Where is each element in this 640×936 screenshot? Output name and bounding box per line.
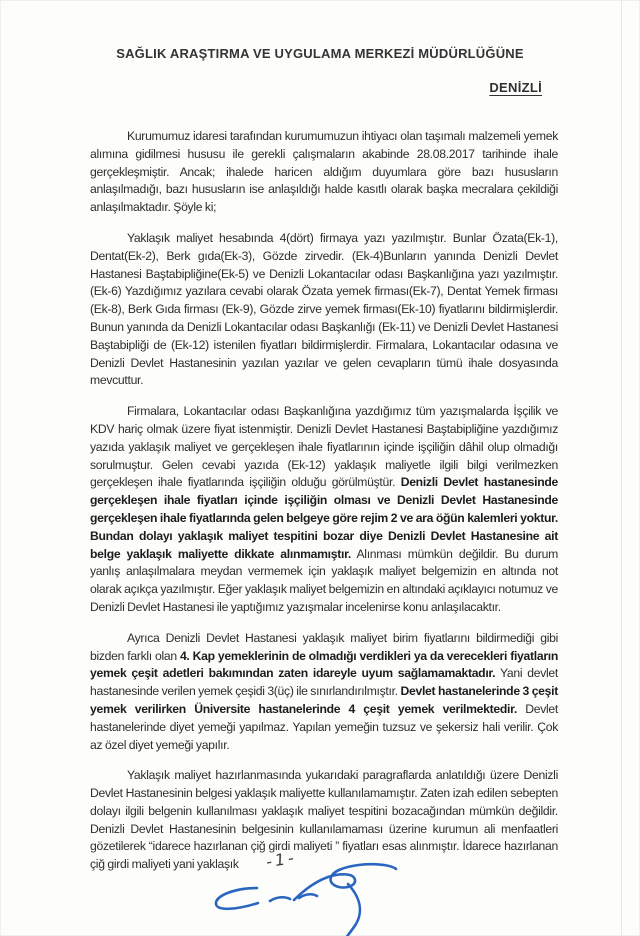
- text-segment: Alınması mümkün değildir. Bu durum yanlış anlaşılmalara meydan vermemek için yaklaşık maliyet belgemizin en altında not olarak açıkça yazılmıştır. Eğer yaklaşık maliyet belgemizin en altındaki açıklayıcı notumuz ve Denizli Devlet Hastanesi ile yaptığımız yazışmalar incelenirse konu anlaşılacaktır.: [90, 546, 558, 614]
- paragraph: [90, 403, 558, 617]
- document-body: [90, 128, 558, 887]
- paragraph: [90, 630, 558, 755]
- bold-text-segment: 4. Kap yemeklerinin de olmadığı verdikleri ya da verecekleri fiyatların yemek çeşit adetleri bakımından zaten idareyle uyum sağlamamaktadır.: [90, 648, 559, 681]
- signature-scribble: [182, 848, 412, 936]
- scan-artifact-line: [621, 0, 622, 936]
- text-segment: Yani devlet hastanesinde verilen yemek çeşidi 3(üç) ile sınırlandırılmıştır.: [90, 666, 558, 699]
- text-segment: Firmalara, Lokantacılar odası Başkanlığına yazdığımız tüm yazışmalarda İşçilik ve KDV hariç olmak üzere fiyat istenmiştir. Denizli Devlet Hastanesi Baştabipliğine yazdığımız yazıda yaklaşık maliyet ve gerçekleşen ihale fiyatlarının içinde işçiliğin dâhil olup olmadığı sorulmuştur. Gelen cevabi yazıda (Ek-12) yaklaşık maliyetle ilgili bilgi verilmezken gerçekleşen ihale fiyatlarında işçiliğin olduğu görülmüştür.: [90, 404, 558, 490]
- document-title: SAĞLIK ARAŞTIRMA VE UYGULAMA MERKEZİ MÜDÜRLÜĞÜNE: [116, 46, 524, 61]
- bold-text-segment: Devlet hastanelerinde 3 çeşit yemek verilirken Üniversite hastanelerinde 4 çeşit yemek verilmektedir.: [90, 684, 558, 716]
- paragraph: [90, 128, 558, 217]
- paragraph: [90, 230, 558, 390]
- text-segment: Kurumumuz idaresi tarafından kurumumuzun ihtiyacı olan taşımalı malzemeli yemek alımına gidilmesi hususu ile gerekli çalışmaların akabinde 28.08.2017 tarihinde ihale gerçekleşmiştir. Ancak; ihalede haricen aldığım duyumlara göre bazı hususların anlaşılmadığı, bazı hususların ise anlaşıldığı halde kasıtlı olarak başka mecralara çekildiği anlaşılmaktadır. Şöyle ki;: [90, 129, 558, 215]
- bold-text-segment: Denizli Devlet hastanesinde gerçekleşen ihale fiyatları içinde işçiliğin olması ve Denizli Devlet Hastanesinde gerçekleşen ihale fiyatlarında gelen belgeye göre rejim 2 ve ara öğün kalemleri yoktur. Bundan dolayı yaklaşık maliyet tespitini bozar diye Denizli Devlet Hastanesine ait belge yaklaşık maliyette dikkate alınmamıştır.: [90, 475, 559, 561]
- city-label: DENİZLİ: [489, 80, 542, 95]
- text-segment: Yaklaşık maliyet hazırlanmasında yukarıdaki paragraflarda anlatıldığı üzere Denizli Devlet Hastanesinin belgesi yaklaşık maliyette kullanılamamıştır. Zaten izah edilen sebepten dolayı ilgili belgenin kullanılması yaklaşık maliyet tespitini bozacağından mümkün değildir. Denizli Devlet Hastanesinin belgesinin kullanılamaması üzerine kurumun ali menfaatleri gözetilerek “idarece hazırlanan çiğ girdi maliyeti ” fiyatları esas alınmıştır. İdarece hazırlanan çiğ girdi maliyeti yani yaklaşık: [90, 768, 558, 872]
- text-segment: Yaklaşık maliyet hesabında 4(dört) firmaya yazı yazılmıştır. Bunlar Özata(Ek-1), Dentat(Ek-2), Berk gıda(Ek-3), Gözde zirvedir. (Ek-4)Bunların yanında Denizli Devlet Hastanesi Baştabipliğine(Ek-5) ve Denizli Lokantacılar odası Başkanlığına yazı yazılmıştır. (Ek-6) Yazdığımız yazılara cevabi olarak Özata yemek firması(Ek-7), Dentat Yemek firması (Ek-8), Berk Gıda firması (Ek-9), Gözde zirve yemek firması(Ek-10) fiyatlarını bildirmişlerdir. Bunun yanında da Denizli Lokantacılar odası Başkanlığı (Ek-11) ve Denizli Devlet Hastanesi Baştabipliği de (Ek-12) istenilen fiyatları bildirmişlerdir. Firmalara, Lokantacılar odasına ve Denizli Devlet Hastanesinin yazılan yazılar ve gelen cevapların tümü ihale dosyasında mevcuttur.: [90, 230, 558, 388]
- signature-ink: [216, 864, 396, 936]
- city-line: [90, 80, 542, 95]
- page-number: -1-: [264, 847, 299, 872]
- text-segment: Ayrıca Denizli Devlet Hastanesi yaklaşık maliyet birim fiyatlarını bildirmediği gibi bizden farklı olan: [90, 630, 558, 663]
- text-segment: Devlet hastanelerinde diyet yemeği yapılmaz. Yapılan yemeğin tuzsuz ve şekersiz hali verilir. Çok az özel diyet yemeği yapılır.: [90, 701, 558, 752]
